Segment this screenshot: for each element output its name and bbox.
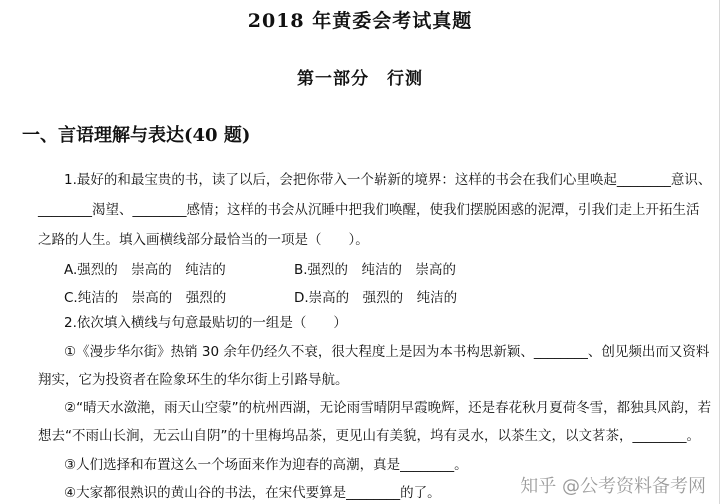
q2-item4: ④大家都很熟识的黄山谷的书法，在宋代要算是________的了。 — [64, 485, 441, 501]
q2-item3: ③人们选择和布置这么一个场面来作为迎春的高潮，真是________。 — [64, 457, 468, 473]
q1-line-2: ________渴望、________感情；这样的书会从沉睡中把我们唤醒，使我们摆脱困惑的泥潭，引我们走上开拓生活 — [38, 202, 700, 218]
q1-option-a: A.强烈的 崇高的 纯洁的 — [64, 262, 226, 278]
q1-option-d: D.崇高的 强烈的 纯洁的 — [294, 290, 458, 306]
watermark: 知乎 @公考资料备考网 — [520, 476, 706, 497]
q2-item2-line-2: 想去“不雨山长涧，无云山自阴”的十里梅坞品茶，更见山有美貌，坞有灵水，以茶生文，以文茗茶，________。 — [38, 428, 700, 444]
section-heading: 一、言语理解与表达(40 题) — [22, 125, 251, 146]
q2-item2-line-1: ②“晴天水潋滟，雨天山空蒙”的杭州西湖，无论雨雪晴阴早霞晚辉，还是春花秋月夏荷冬雪，都独具风韵，若 — [64, 400, 712, 416]
q2-item1-line-2: 翔实，它为投资者在险象环生的华尔街上引路导航。 — [38, 372, 349, 388]
q1-line-3: 之路的人生。填入画横线部分最恰当的一项是（ ）。 — [38, 232, 369, 248]
part-heading: 第一部分 行测 — [297, 69, 423, 89]
q1-line-1: 1.最好的和最宝贵的书，读了以后，会把你带入一个崭新的境界：这样的书会在我们心里唤起________意识、 — [64, 172, 712, 188]
document-title: 2018 年黄委会考试真题 — [247, 10, 473, 32]
q1-option-c: C.纯洁的 崇高的 强烈的 — [64, 290, 227, 306]
q1-option-b: B.强烈的 纯洁的 崇高的 — [294, 262, 457, 278]
q2-item1-line-1: ①《漫步华尔街》热销 30 余年仍经久不衰，很大程度上是因为本书构思新颖、________、创见频出而又资料 — [64, 344, 710, 360]
q2-stem: 2.依次填入横线与句意最贴切的一组是（ ） — [64, 315, 347, 331]
